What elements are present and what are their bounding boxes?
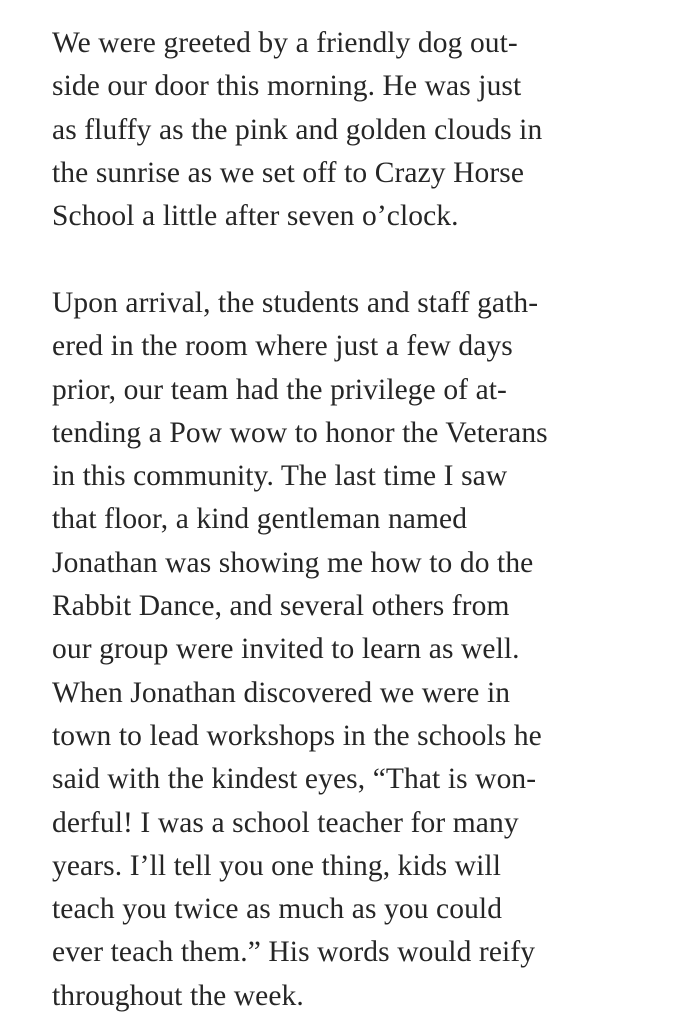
text-line: years. I’ll tell you one thing, kids will	[52, 849, 501, 882]
text-line: ered in the room where just a few days	[52, 330, 513, 363]
text-line: throughout the week.	[52, 979, 304, 1012]
text-line: as fluffy as the pink and golden clouds in	[52, 113, 543, 146]
text-line: Upon arrival, the students and staff gath-	[52, 286, 539, 319]
text-line: School a little after seven o’clock.	[52, 200, 459, 233]
text-line: said with the kindest eyes, “That is won-	[52, 763, 537, 796]
text-line: teach you twice as much as you could	[52, 893, 503, 926]
paragraph-spacer	[52, 238, 652, 282]
text-line: Rabbit Dance, and several others from	[52, 590, 510, 623]
text-line: prior, our team had the privilege of at-	[52, 373, 507, 406]
text-line: the sunrise as we set off to Crazy Horse	[52, 156, 525, 189]
text-line: in this community. The last time I saw	[52, 460, 508, 493]
text-line: derful! I was a school teacher for many	[52, 806, 519, 839]
text-line: When Jonathan discovered we were in	[52, 676, 511, 709]
text-line: our group were invited to learn as well.	[52, 633, 520, 666]
text-line: town to lead workshops in the schools he	[52, 719, 542, 752]
paragraph-2	[52, 282, 652, 1018]
text-line: We were greeted by a friendly dog out-	[52, 27, 518, 59]
article-body	[52, 22, 652, 1018]
paragraph-1	[52, 22, 652, 238]
text-line: side our door this morning. He was just	[52, 70, 522, 103]
text-line: that floor, a kind gentleman named	[52, 503, 468, 536]
text-line: tending a Pow wow to honor the Veterans	[52, 416, 548, 449]
text-line: ever teach them.” His words would reify	[52, 936, 536, 969]
text-line: Jonathan was showing me how to do the	[52, 546, 534, 579]
